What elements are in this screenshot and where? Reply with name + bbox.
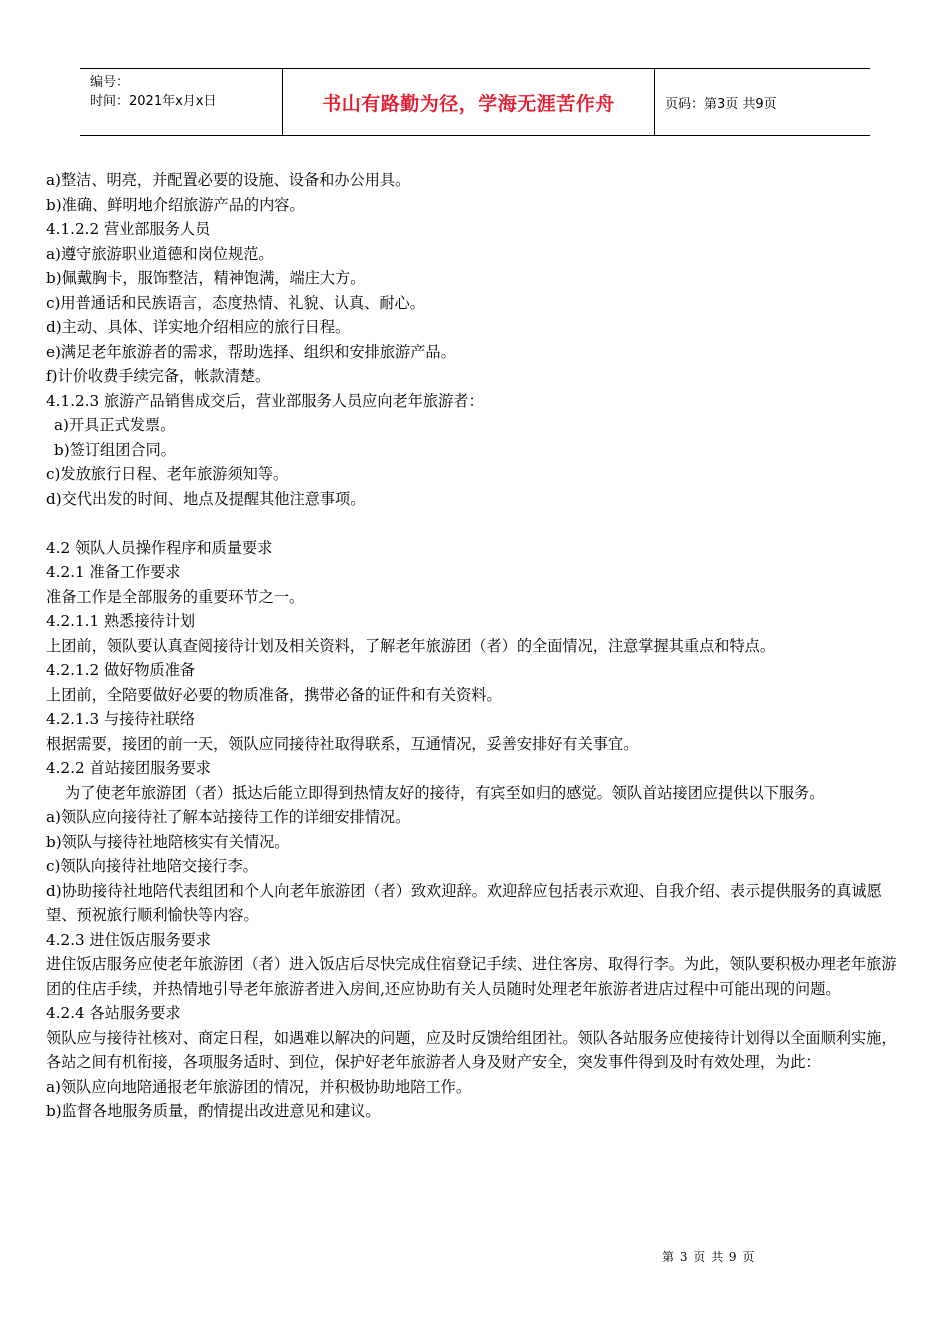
text-line: d)主动、具体、详实地介绍相应的旅行日程。 [46,318,351,336]
text-line: 4.2.1.2 做好物质准备 [46,661,196,679]
serial-number-label: 编号： [90,75,130,90]
header-page-number: 页码：第3页 共9页 [665,96,777,112]
text-line: b)准确、鲜明地介绍旅游产品的内容。 [46,195,305,214]
text-line: d)交代出发的时间、地点及提醒其他注意事项。 [46,489,366,508]
text-line: c)领队向接待社地陪交接行李。 [46,857,258,875]
text-line: 4.2.2 首站接团服务要求 [46,759,211,777]
text-line: f)计价收费手续完备，帐款清楚。 [46,367,271,385]
text-line: b)领队与接待社地陪核实有关情况。 [46,832,290,851]
text-line: 4.1.2.2 营业部服务人员 [46,220,211,238]
text-line: b)佩戴胸卡，服饰整洁，精神饱满，端庄大方。 [46,269,366,287]
text-line: 根据需要，接团的前一天，领队应同接待社取得联系，互通情况，妥善安排好有关事宜。 [46,734,639,753]
text-line: 4.2.1.1 熟悉接待计划 [46,612,196,630]
text-line: a)领队应向接待社了解本站接待工作的详细安排情况。 [46,808,411,826]
text-line: b)签订组团合同。 [54,440,176,459]
text-line: 4.2.3 进住饭店服务要求 [46,930,211,949]
text-line: 领队应与接待社核对、商定日程，如遇难以解决的问题，应及时反馈给组团社。领队各站服务应使接待计划得以全面顺利实施，各站之间有机衔接，各项服务适时、到位，保护好老年旅游者人身及财产安全，突发事件得到及时有效处理，为此： [46,1028,897,1071]
document-body [46,168,908,1124]
text-line: 上团前，领队要认真查阅接待计划及相关资料，了解老年旅游团（者）的全面情况，注意掌握其重点和特点。 [46,636,775,655]
text-line: a)整洁、明亮，并配置必要的设施、设备和办公用具。 [46,171,411,189]
text-line: 4.1.2.3 旅游产品销售成交后，营业部服务人员应向老年旅游者： [46,391,484,410]
text-line: b)监督各地服务质量，酌情提出改进意见和建议。 [46,1102,381,1120]
date-label: 时间：2021年x月x日 [90,94,217,109]
text-line: 为了使老年旅游团（者）抵达后能立即得到热情友好的接待，有宾至如归的感觉。领队首站接团应提供以下服务。 [65,783,825,802]
text-line: 4.2 领队人员操作程序和质量要求 [46,538,273,557]
text-line: 4.2.4 各站服务要求 [46,1004,181,1022]
text-line: e)满足老年旅游者的需求，帮助选择、组织和安排旅游产品。 [46,342,456,361]
text-line: 4.2.1.3 与接待社联络 [46,710,196,728]
header-motto: 书山有路勤为径，学海无涯苦作舟 [283,69,655,135]
text-line: 进住饭店服务应使老年旅游团（者）进入饭店后尽快完成住宿登记手续、进住客房、取得行李。为此，领队要积极办理老年旅游团的住店手续，并热情地引导老年旅游者进入房间,还应协助有关人员随时处理老年旅游者进店过程中可能出现的问题。 [46,955,897,998]
text-line: 4.2.1 准备工作要求 [46,563,181,581]
text-line: a)开具正式发票。 [54,416,176,434]
text-line: a)遵守旅游职业道德和岗位规范。 [46,244,274,263]
blank-line [46,511,908,536]
text-line: c)发放旅行日程、老年旅游须知等。 [46,465,289,483]
text-line: 上团前，全陪要做好必要的物质准备，携带必备的证件和有关资料。 [46,685,502,704]
text-line: d)协助接待社地陪代表组团和个人向老年旅游团（者）致欢迎辞。欢迎辞应包括表示欢迎、自我介绍、表示提供服务的真诚愿望、预祝旅行顺利愉快等内容。 [46,881,882,924]
text-line: c)用普通话和民族语言，态度热情、礼貌、认真、耐心。 [46,293,425,312]
text-line: 准备工作是全部服务的重要环节之一。 [46,587,305,606]
text-line: a)领队应向地陪通报老年旅游团的情况，并积极协助地陪工作。 [46,1077,472,1096]
header-meta [80,69,283,135]
page-header [80,68,870,136]
page-footer: 第 3 页 共 9 页 [662,1250,756,1264]
